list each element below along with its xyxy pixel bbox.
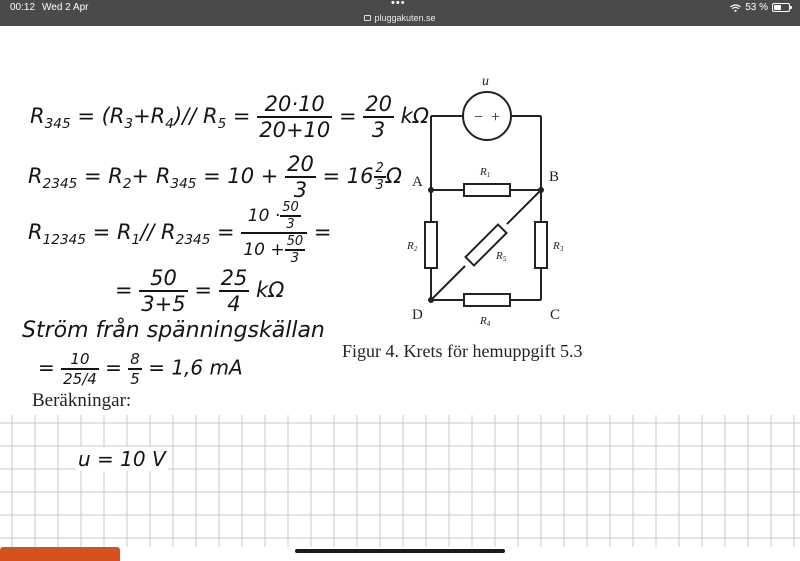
symbol: R — [30, 104, 45, 128]
denominator: 20+10 — [259, 118, 331, 142]
numerator: 8 — [130, 350, 140, 368]
denominator: 3 — [286, 217, 295, 232]
text: 10 + — [243, 240, 285, 260]
denominator: 4 — [227, 292, 241, 316]
unit: kΩ — [400, 104, 429, 128]
numerator: 2 — [375, 161, 384, 176]
url-text: pluggakuten.se — [374, 13, 436, 23]
circuit-diagram — [400, 70, 660, 330]
resistor-r2 — [425, 222, 437, 268]
battery-percent: 53 % — [745, 2, 768, 13]
text: = R — [86, 220, 132, 244]
denominator: 5 — [130, 370, 140, 388]
text: = (R — [70, 104, 125, 128]
numerator: 50 — [139, 266, 187, 292]
fraction — [285, 234, 306, 266]
battery-icon — [772, 3, 790, 12]
subscript: 3 — [124, 115, 134, 132]
source-label: u — [482, 74, 489, 89]
node-label-a: A — [412, 174, 423, 190]
equation-r2345 — [28, 152, 402, 202]
text: = 10 + — [196, 164, 279, 188]
denominator: 3 — [371, 118, 386, 142]
fraction — [280, 200, 301, 232]
symbol: R — [28, 220, 43, 244]
denominator: 3+5 — [141, 292, 186, 316]
plus-sign: + — [491, 109, 501, 126]
subscript: 12345 — [42, 231, 86, 248]
subscript: 345 — [170, 175, 197, 192]
equation-result — [115, 266, 284, 316]
node-label-d: D — [412, 307, 423, 323]
fraction — [285, 152, 316, 202]
numerator: 20·10 — [257, 92, 332, 118]
r5-label: R5 — [496, 250, 507, 263]
text: = — [105, 355, 122, 380]
text: 10 · — [247, 206, 281, 226]
text: + R — [131, 164, 171, 188]
subscript: 1 — [131, 231, 141, 248]
unit: kΩ — [256, 278, 285, 302]
node-dot-a — [428, 187, 434, 193]
node-label-b: B — [549, 169, 560, 185]
fraction — [139, 266, 187, 316]
numerator: 10 — [61, 350, 99, 370]
symbol: R — [28, 164, 43, 188]
address-bar[interactable] — [0, 13, 800, 23]
subscript: 4 — [165, 115, 174, 132]
text: = — [210, 220, 235, 244]
text: = — [313, 220, 332, 244]
current-heading: Ström från spänningskällan — [22, 318, 325, 343]
voltage-value: u = 10 V — [78, 447, 166, 471]
subscript: 345 — [44, 115, 71, 132]
grid-lines — [0, 415, 800, 547]
numerator: 20 — [365, 92, 392, 116]
denominator: 3 — [290, 251, 300, 266]
calculations-heading: Beräkningar: — [32, 390, 135, 412]
denominator — [241, 234, 307, 266]
text: // R — [140, 220, 176, 244]
denominator: 3 — [293, 178, 308, 202]
clock: 00:12 — [10, 2, 36, 13]
denominator: 25/4 — [63, 370, 97, 388]
r2-label: R2 — [407, 240, 418, 253]
date: Wed 2 Apr — [42, 2, 89, 13]
denominator: 3 — [375, 178, 384, 193]
voltage-source — [463, 92, 511, 140]
text: = R — [77, 164, 123, 188]
node-dot-b — [538, 187, 544, 193]
equation-r12345 — [28, 200, 331, 266]
figure-caption: Figur 4. Krets för hemuppgift 5.3 — [342, 341, 583, 361]
status-bar — [0, 0, 800, 26]
subscript: 2345 — [42, 175, 78, 192]
circuit-wires — [431, 116, 541, 300]
battery-fill — [774, 5, 781, 10]
text: = — [226, 104, 251, 128]
r3-label: R3 — [553, 240, 564, 253]
numerator: 20 — [287, 152, 314, 176]
fraction — [363, 92, 394, 142]
status-indicators — [730, 2, 790, 13]
numerator: 50 — [282, 200, 299, 215]
subscript: 2 — [122, 175, 132, 192]
current-equation — [38, 350, 243, 388]
numerator: 50 — [286, 234, 304, 249]
resistor-r4 — [464, 294, 510, 306]
text: +R — [133, 104, 166, 128]
text: = — [338, 104, 357, 128]
resistor-r3 — [535, 222, 547, 268]
subscript: 2345 — [175, 231, 211, 248]
fraction — [219, 266, 250, 316]
text: = — [115, 278, 133, 302]
resistor-r1 — [464, 184, 510, 196]
fraction — [374, 161, 386, 193]
node-dot-d — [428, 297, 434, 303]
text: = — [38, 355, 55, 380]
fraction — [257, 92, 332, 142]
fraction — [128, 350, 142, 388]
wifi-icon — [730, 4, 741, 12]
numerator — [241, 200, 307, 234]
minus-sign: − — [474, 109, 484, 126]
lock-icon — [364, 15, 371, 21]
equation-r345 — [30, 92, 429, 142]
compound-fraction — [241, 200, 307, 266]
text: = 16 — [322, 164, 374, 188]
text: = 1,6 mA — [148, 355, 243, 380]
unit: Ω — [385, 164, 402, 188]
grid-paper — [0, 415, 800, 547]
node-label-c: C — [550, 307, 561, 323]
subscript: 5 — [217, 115, 227, 132]
r1-label: R1 — [480, 166, 491, 179]
home-indicator[interactable] — [295, 549, 505, 553]
multitasking-dots[interactable]: ••• — [391, 0, 406, 9]
numerator: 25 — [220, 266, 248, 290]
r4-label: R4 — [480, 315, 491, 328]
text: = — [194, 278, 212, 302]
text: )// R — [173, 104, 218, 128]
fraction — [61, 350, 99, 388]
